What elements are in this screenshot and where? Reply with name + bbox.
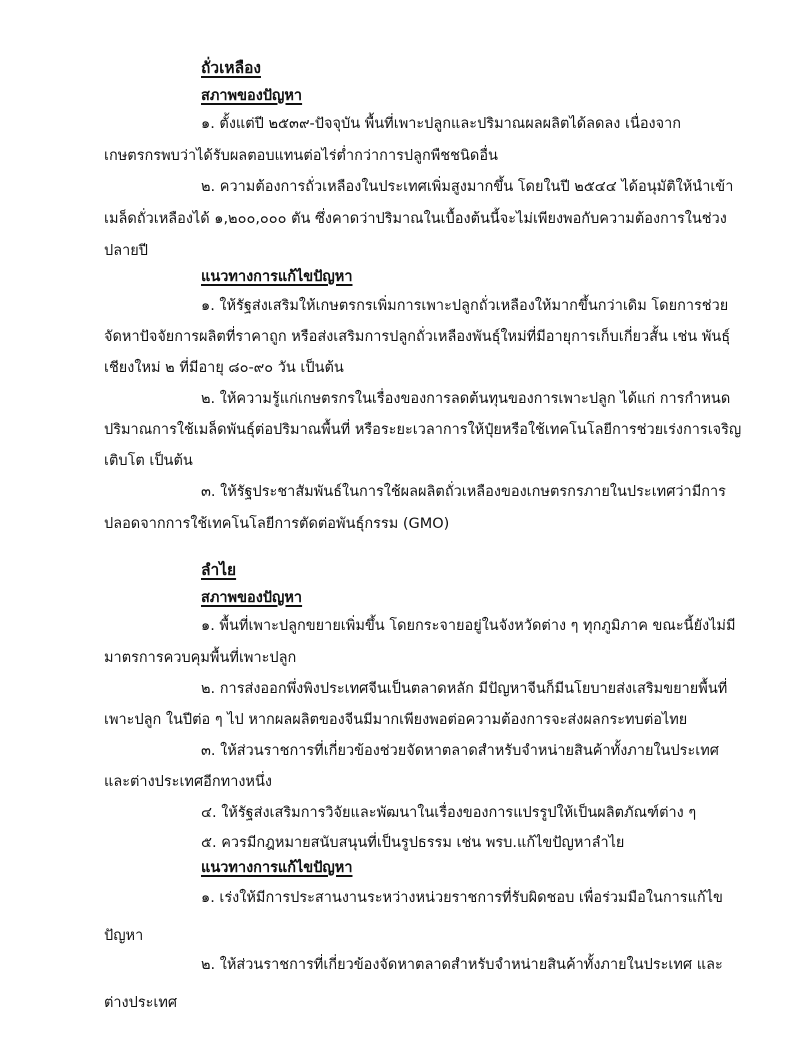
- section-title-longan: ลำไย: [201, 561, 237, 579]
- paragraph-line: ๒. การส่งออกพึ่งพิงประเทศจีนเป็นตลาดหลัก มีปัญหาจีนก็มีนโยบายส่งเสริมขยายพื้นที่: [201, 681, 728, 697]
- paragraph-line: ปริมาณการใช้เมล็ดพันธุ์ต่อปริมาณพื้นที่ หรือระยะเวลาการให้ปุ๋ยหรือใช้เทคโนโลยีการช่วยเร่งการเจริญ: [104, 422, 742, 438]
- paragraph-line: ๒. ให้ส่วนราชการที่เกี่ยวข้องจัดหาตลาดสำหรับจำหน่ายสินค้าทั้งภายในประเทศ และ: [201, 957, 723, 973]
- paragraph-line: ต่างประเทศ: [104, 995, 178, 1011]
- paragraph-line: ๔. ให้รัฐส่งเสริมการวิจัยและพัฒนาในเรื่องของการแปรรูปให้เป็นผลิตภัณฑ์ต่าง ๆ: [201, 805, 697, 821]
- paragraph-line: ๕. ควรมีกฎหมายสนับสนุนที่เป็นรูปธรรม เช่น พรบ.แก้ไขปัญหาลำไย: [201, 835, 625, 851]
- section-title-soybean: ถั่วเหลือง: [201, 59, 261, 77]
- paragraph-line: ๒. ให้ความรู้แก่เกษตรกรในเรื่องของการลดต้นทุนของการเพาะปลูก ได้แก่ การกำหนด: [201, 391, 731, 407]
- heading-solutions: แนวทางการแก้ไขปัญหา: [201, 269, 353, 285]
- paragraph-line: เติบโต เป็นต้น: [104, 453, 193, 469]
- paragraph-line: เชียงใหม่ ๒ ที่มีอายุ ๘๐-๙๐ วัน เป็นต้น: [104, 360, 344, 376]
- paragraph-line: เพาะปลูก ในปีต่อ ๆ ไป หากผลผลิตของจีนมีมากเพียงพอต่อความต้องการจะส่งผลกระทบต่อไทย: [104, 712, 688, 728]
- paragraph-line: และต่างประเทศอีกทางหนึ่ง: [104, 774, 272, 790]
- paragraph-line: ๑. เร่งให้มีการประสานงานระหว่างหน่วยราชการที่รับผิดชอบ เพื่อร่วมมือในการแก้ไข: [201, 890, 723, 906]
- paragraph-line: ๒. ความต้องการถั่วเหลืองในประเทศเพิ่มสูงมากขึ้น โดยในปี ๒๕๔๔ ได้อนุมัติให้นำเข้า: [201, 179, 734, 195]
- heading-problem-conditions: สภาพของปัญหา: [201, 590, 303, 606]
- paragraph-line: จัดหาปัจจัยการผลิตที่ราคาถูก หรือส่งเสริมการปลูกถั่วเหลืองพันธุ์ใหม่ที่มีอายุการเก็บเกี่ยวสั้น เช่น พันธุ์: [104, 329, 731, 345]
- paragraph-line: ๓. ให้ส่วนราชการที่เกี่ยวข้องช่วยจัดหาตลาดสำหรับจำหน่ายสินค้าทั้งภายในประเทศ: [201, 743, 719, 759]
- paragraph-line: ๑. ให้รัฐส่งเสริมให้เกษตรกรเพิ่มการเพาะปลูกถั่วเหลืองให้มากขึ้นกว่าเดิม โดยการช่วย: [201, 298, 729, 314]
- heading-solutions: แนวทางการแก้ไขปัญหา: [201, 860, 353, 876]
- paragraph-line: ๓. ให้รัฐประชาสัมพันธ์ในการใช้ผลผลิตถั่วเหลืองของเกษตรกรภายในประเทศว่ามีการ: [201, 484, 726, 500]
- paragraph-line: มาตรการควบคุมพื้นที่เพาะปลูก: [104, 650, 297, 666]
- paragraph-line: ปัญหา: [104, 928, 144, 944]
- paragraph-line: ปลายปี: [104, 243, 148, 259]
- paragraph-line: ๑. ตั้งแต่ปี ๒๕๓๙-ปัจจุบัน พื้นที่เพาะปลูกและปริมาณผลผลิตได้ลดลง เนื่องจาก: [201, 116, 682, 132]
- paragraph-line: เกษตรกรพบว่าได้รับผลตอบแทนต่อไร่ต่ำกว่าการปลูกพืชชนิดอื่น: [104, 148, 498, 164]
- paragraph-line: เมล็ดถั่วเหลืองได้ ๑,๒๐๐,๐๐๐ ตัน ซึ่งคาดว่าปริมาณในเบื้องต้นนี้จะไม่เพียงพอกับความต้องการในช่วง: [104, 211, 727, 227]
- paragraph-line: ปลอดจากการใช้เทคโนโลยีการตัดต่อพันธุ์กรรม (GMO): [104, 516, 450, 532]
- heading-problem-conditions: สภาพของปัญหา: [201, 88, 303, 104]
- paragraph-line: ๑. พื้นที่เพาะปลูกขยายเพิ่มขึ้น โดยกระจายอยู่ในจังหวัดต่าง ๆ ทุกภูมิภาค ขณะนี้ยังไม่มี: [201, 618, 736, 634]
